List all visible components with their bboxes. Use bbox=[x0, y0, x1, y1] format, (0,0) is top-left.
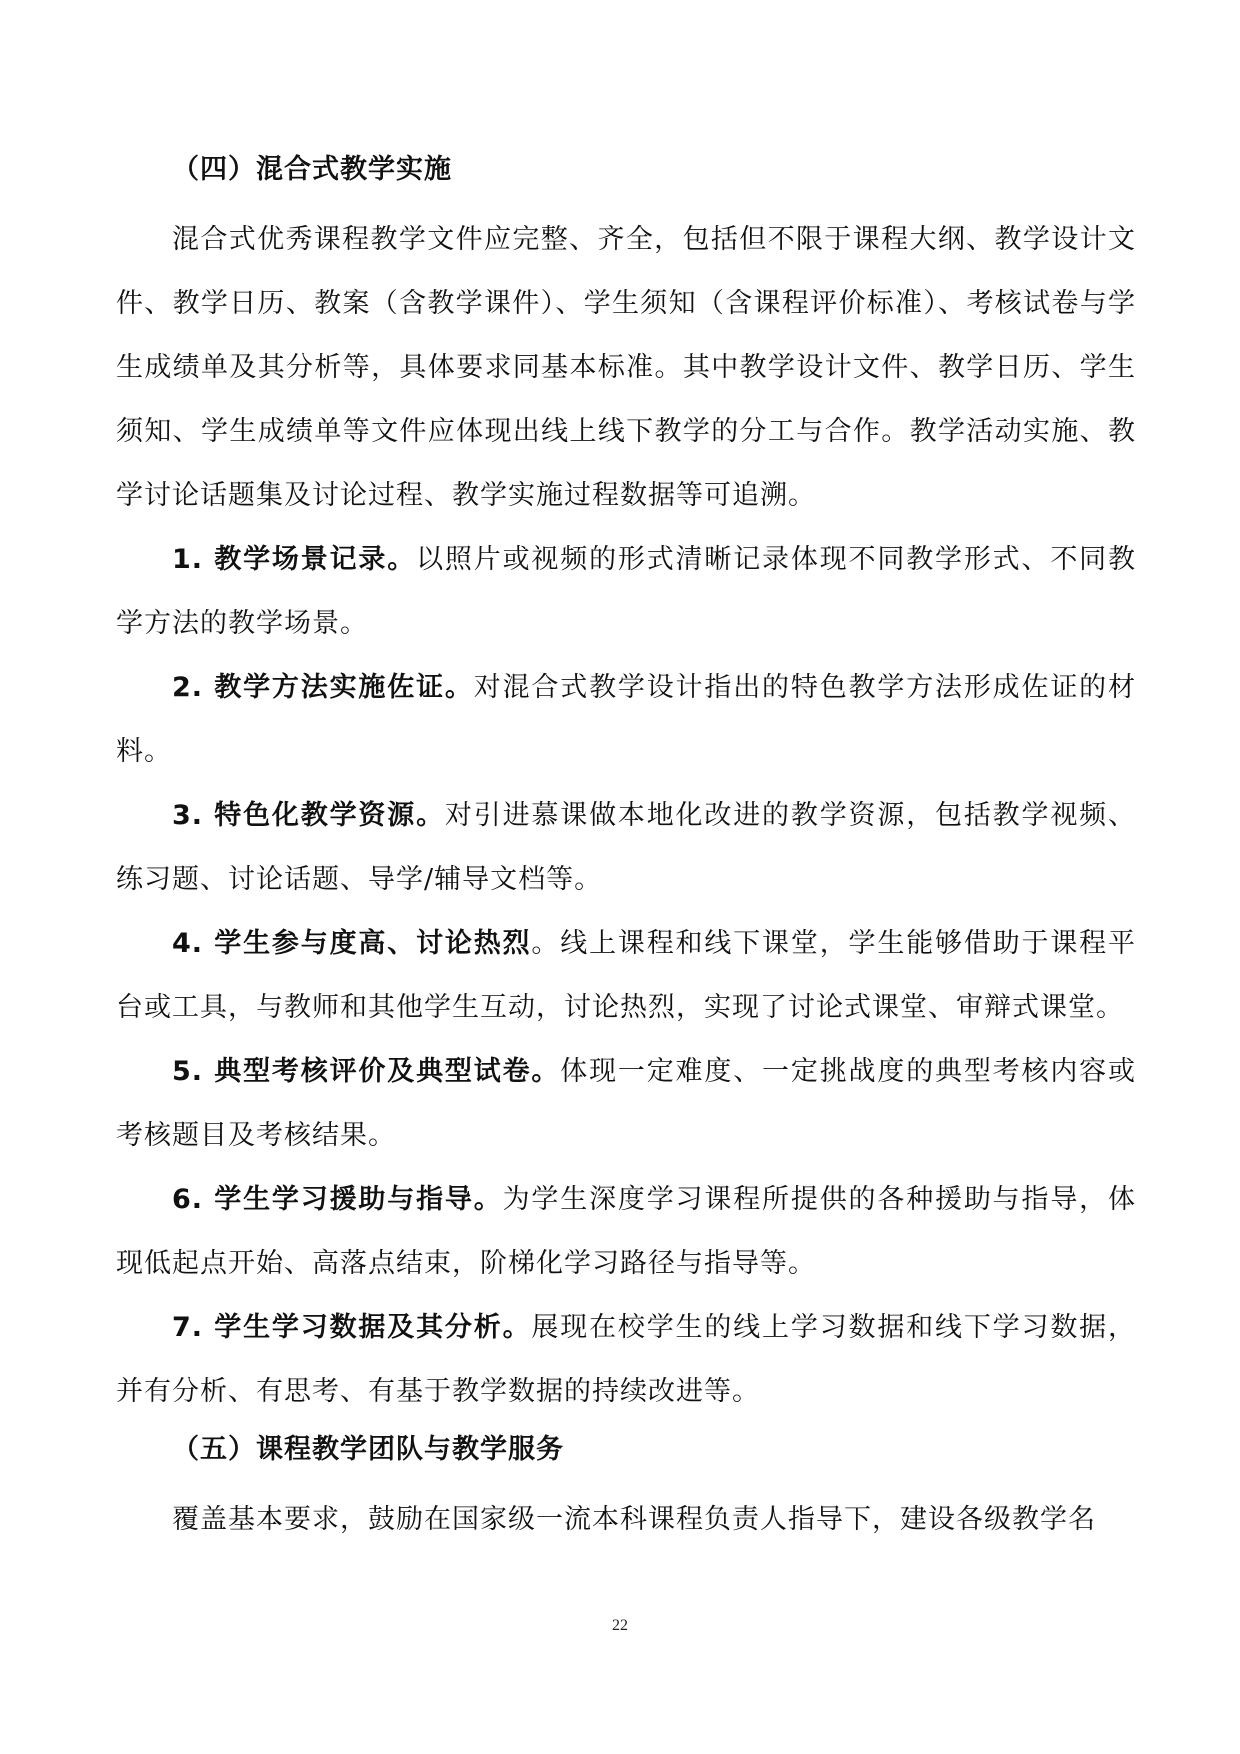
item-1-text: 以照片或视频的形式清晰记录体现不同教学形式、不同教学方法的教学场景。 bbox=[116, 544, 1137, 639]
section-four-intro: 混合式优秀课程教学文件应完整、齐全，包括但不限于课程大纲、教学设计文件、教学日历、教案（含教学课件）、学生须知（含课程评价标准）、考核试卷与学生成绩单及其分析等，具体要求同基本标准。其中教学设计文件、教学日历、学生须知、学生成绩单等文件应体现出线上线下教学的分工与合作。教学活动实施、教学讨论话题集及讨论过程、教学实施过程数据等可追溯。 bbox=[116, 224, 1136, 511]
section-five-heading: （五）课程教学团队与教学服务 bbox=[172, 1434, 564, 1465]
item-2-lead: 2. 教学方法实施佐证。 bbox=[172, 672, 474, 703]
item-1 bbox=[116, 528, 1136, 656]
item-4-lead: 4. 学生参与度高、讨论热烈 bbox=[172, 928, 532, 959]
section-five-intro: 覆盖基本要求，鼓励在国家级一流本科课程负责人指导下，建设各级教学名 bbox=[172, 1504, 1096, 1535]
item-3 bbox=[116, 784, 1136, 912]
item-2-text: 对混合式教学设计指出的特色教学方法形成佐证的材料。 bbox=[116, 672, 1136, 767]
item-4 bbox=[116, 912, 1136, 1040]
item-6-text: 为学生深度学习课程所提供的各种援助与指导，体现低起点开始、高落点结束，阶梯化学习路径与指导等。 bbox=[116, 1184, 1136, 1279]
section-four-heading: （四）混合式教学实施 bbox=[172, 154, 452, 185]
item-6 bbox=[116, 1168, 1136, 1296]
item-1-lead: 1. 教学场景记录。 bbox=[172, 544, 417, 575]
page-number: 22 bbox=[612, 1617, 628, 1634]
item-4-text: 。线上课程和线下课堂，学生能够借助于课程平台或工具，与教师和其他学生互动，讨论热烈，实现了讨论式课堂、审辩式课堂。 bbox=[116, 928, 1136, 1023]
item-7-lead: 7. 学生学习数据及其分析。 bbox=[172, 1312, 532, 1343]
item-7-text: 展现在校学生的线上学习数据和线下学习数据，并有分析、有思考、有基于教学数据的持续改进等。 bbox=[116, 1312, 1136, 1407]
item-2 bbox=[116, 656, 1136, 784]
item-6-lead: 6. 学生学习援助与指导。 bbox=[172, 1184, 503, 1215]
item-3-lead: 3. 特色化教学资源。 bbox=[172, 800, 445, 831]
item-7 bbox=[116, 1296, 1136, 1424]
item-3-text: 对引进慕课做本地化改进的教学资源，包括教学视频、练习题、讨论话题、导学/辅导文档等。 bbox=[116, 800, 1137, 895]
item-5-text: 体现一定难度、一定挑战度的典型考核内容或考核题目及考核结果。 bbox=[116, 1056, 1136, 1151]
page-body bbox=[116, 150, 1136, 1552]
item-5-lead: 5. 典型考核评价及典型试卷。 bbox=[172, 1056, 561, 1087]
item-5 bbox=[116, 1040, 1136, 1168]
